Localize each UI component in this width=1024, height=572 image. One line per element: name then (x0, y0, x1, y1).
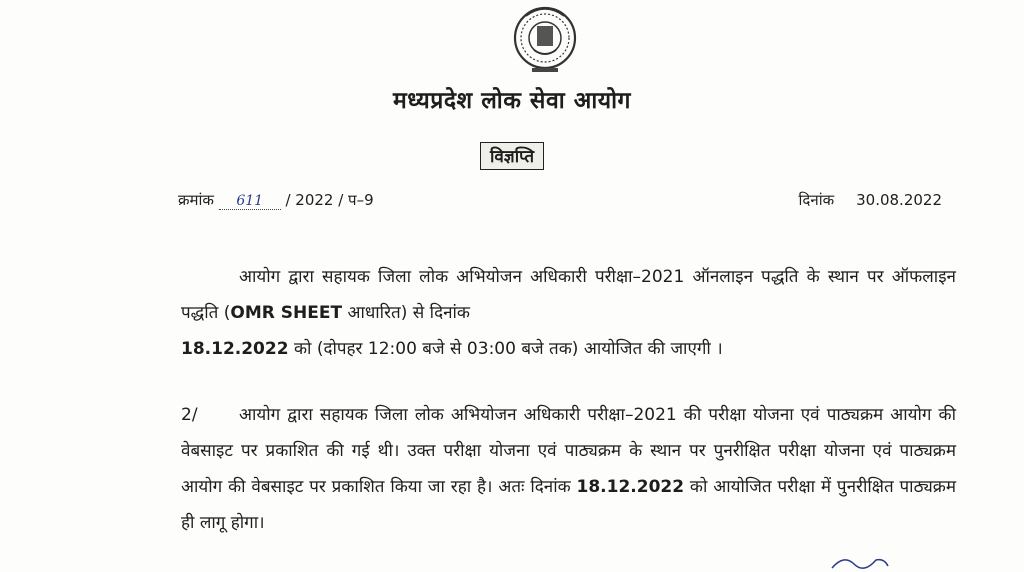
notice-title: विज्ञप्ति (480, 142, 544, 170)
state-emblem-icon (512, 2, 578, 80)
reference-number (178, 190, 374, 210)
reference-label: क्रमांक (178, 191, 214, 209)
paragraph-2-text-a: आयोग द्वारा सहायक जिला लोक अभियोजन अधिकारी परीक्षा–2021 की परीक्षा योजना एवं पाठ्यक्रम आयोग की वेबसाइट पर प्रकाशित की गई थी। उक्त परीक्षा योजना एवं पाठ्यक्रम के स्थान पर पुनरीक्षित परीक्षा योजना एवं पाठ्यक्रम आयोग की वेबसाइट पर प्रकाशित किया जा रहा है। अतः दिनांक (181, 405, 956, 497)
date-value: 30.08.2022 (856, 191, 942, 209)
paragraph-1 (181, 259, 956, 367)
paragraph-2 (181, 397, 956, 541)
reference-suffix: / 2022 / प–9 (285, 191, 374, 209)
paragraph-1-text-b: आधारित) से दिनांक (342, 303, 470, 323)
exam-date-2: 18.12.2022 (576, 477, 685, 497)
omr-sheet-text: OMR SHEET (230, 303, 343, 323)
date-label: दिनांक (798, 191, 835, 209)
reference-handwritten-number: 611 (219, 193, 281, 210)
signature-mark-icon (830, 552, 890, 572)
notice-heading (0, 142, 1024, 170)
paragraph-1-text-a: आयोग द्वारा सहायक जिला लोक अभियोजन अधिकारी परीक्षा–2021 ऑनलाइन पद्धति के स्थान पर ऑफलाइन पद्धति ( (181, 267, 956, 323)
paragraph-2-text-b: को आयोजित परीक्षा में पुनरीक्षित पाठ्यक्रम ही लागू होगा। (181, 477, 956, 533)
organization-title: मध्यप्रदेश लोक सेवा आयोग (393, 88, 631, 114)
paragraph-1-text-c: को (दोपहर 12:00 बजे से 03:00 बजे तक) आयोजित की जाएगी । (288, 339, 723, 359)
issue-date (799, 190, 942, 210)
paragraph-2-marker: 2/ (181, 405, 198, 425)
exam-date-1: 18.12.2022 (181, 339, 289, 359)
